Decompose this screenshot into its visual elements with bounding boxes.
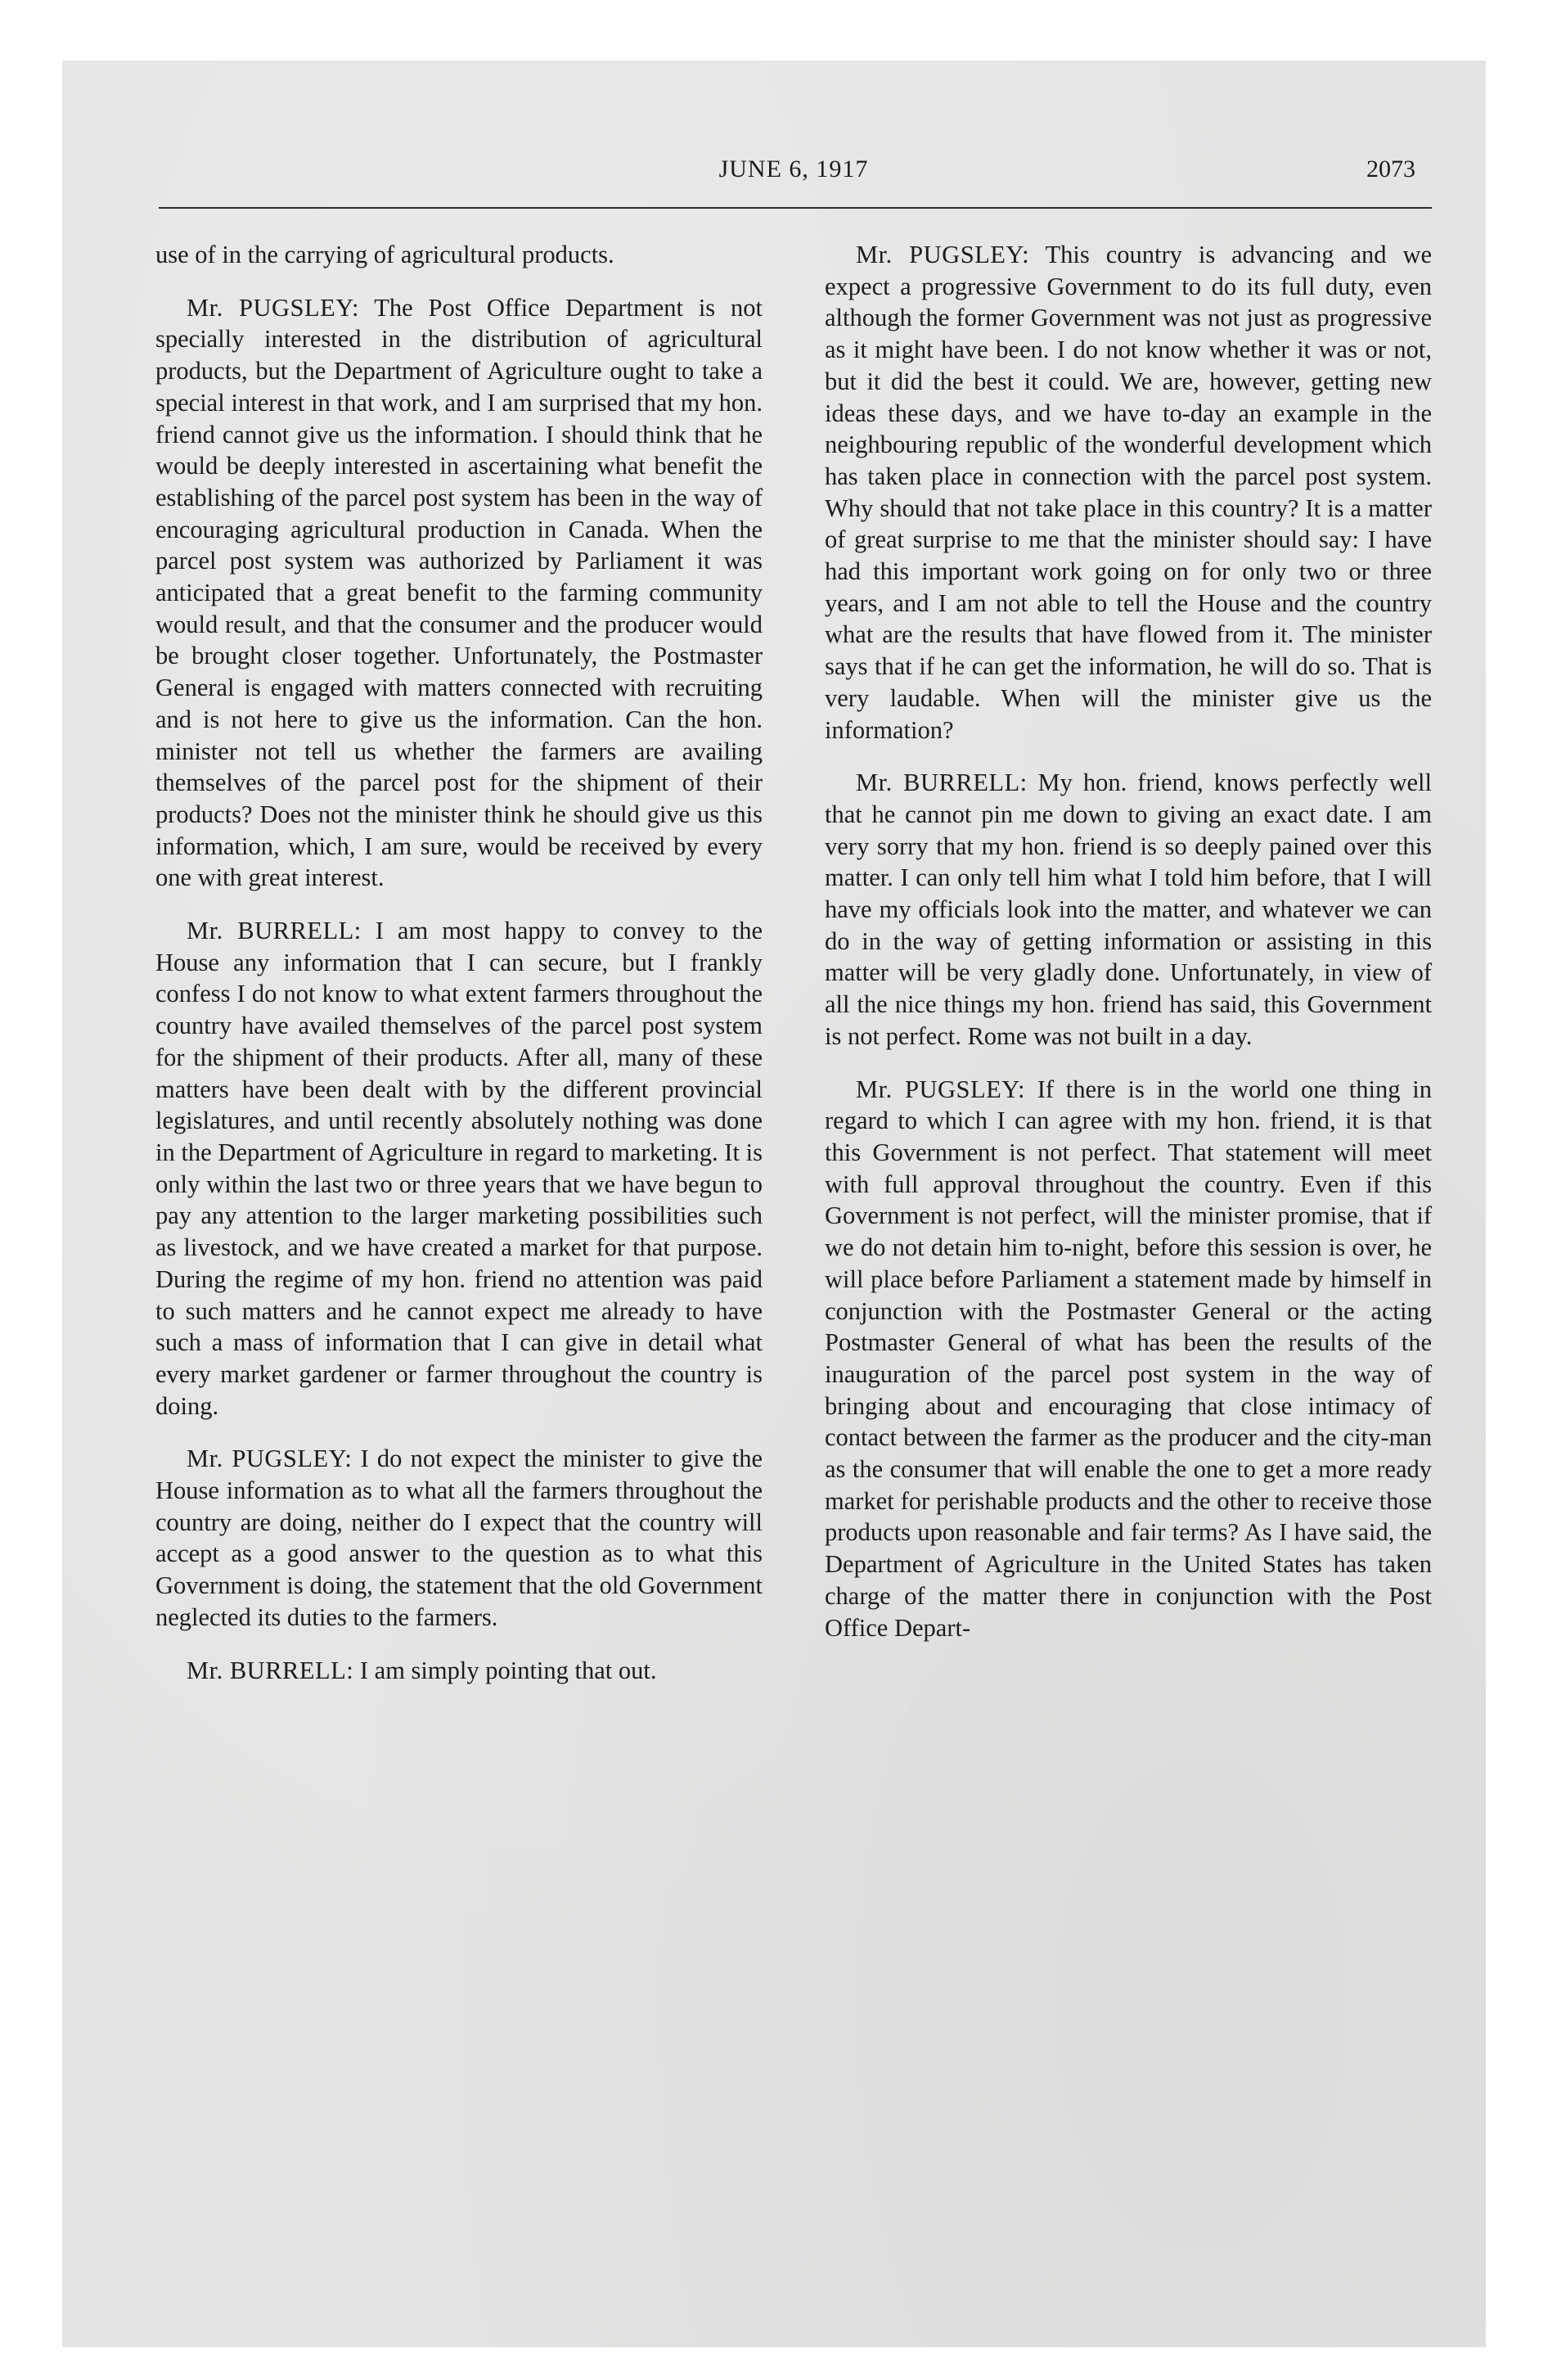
speaker-name: Mr. BURRELL:: [856, 769, 1028, 797]
paragraph: [825, 767, 1432, 1052]
paragraph-text: The Post Office Department is not specially interested in the distribution of agricultural products, but the Department of Agriculture ought to take a special interest in that work, and I am surprised that my hon. friend cannot give us the information. I should think that he would be deeply interested in ascertaining what benefit the establishing of the parcel post system has been in the way of encouraging agricultural production in Canada. When the parcel post system was authorized by Parliament it was anticipated that a great benefit to the farming community would result, and that the consumer and the producer would be brought closer together. Unfortunately, the Postmaster General is engaged with matters connected with recruiting and is not here to give us the information. Can the hon. minister not tell us whether the farmers are availing themselves of the parcel post for the shipment of their products? Does not the minister think he should give us this information, which, I am sure, would be received by every one with great interest.: [155, 293, 763, 892]
left-column: [155, 239, 763, 1707]
paragraph: [825, 239, 1432, 746]
paragraph-text: I am simply pointing that out.: [359, 1656, 657, 1684]
paragraph-text: This country is advancing and we expect a progressive Government to do its full duty, even although the former Government was not just as progressive as it might have been. I do not know whether it was or not, but it did the best it could. We are, however, getting new ideas these days, and we have to-day an example in the neighbouring republic of the wonderful development which has taken place in connection with the parcel post system. Why should that not take place in this country? It is a matter of great surprise to me that the minister should say: I have had this important work going on for only two or three years, and I am not able to tell the House and the country what are the results that have flowed from it. The minister says that if he can get the information, he will do so. That is very laudable. When will the minister give us the information?: [825, 241, 1433, 744]
running-header: [155, 147, 1432, 196]
speaker-name: Mr. PUGSLEY:: [187, 293, 359, 322]
paragraph: [155, 239, 763, 271]
paragraph-text: I do not expect the minister to give the House information as to what all the farmers throughout the country are doing, neither do I expect that the country will accept as a good answer to the question as to what this Government is doing, the statement that the old Government neglected its duties to the farmers.: [155, 1445, 763, 1631]
speaker-name: Mr. BURRELL:: [187, 917, 362, 945]
speaker-name: Mr. BURRELL:: [187, 1656, 354, 1684]
paragraph: [155, 915, 763, 1422]
paragraph: [155, 1443, 763, 1633]
hansard-page: [155, 147, 1432, 2259]
speaker-name: Mr. PUGSLEY:: [856, 241, 1030, 268]
paragraph-text: I am most happy to convey to the House any information that I can secure, but I frankly confess I do not know to what extent farmers throughout the country have availed themselves of the parcel post system for the shipment of their products. After all, many of these matters have been dealt with by the different provincial legislatures, and until recently absolutely nothing was done in the Department of Agriculture in regard to marketing. It is only within the last two or three years that we have begun to pay any attention to the larger marketing possibilities such as livestock, and we have created a market for that purpose. During the regime of my hon. friend no attention was paid to such matters and he cannot expect me already to have such a mass of information that I can give in detail what every market gardener or farmer throughout the country is doing.: [155, 917, 763, 1420]
paragraph-text: If there is in the world one thing in regard to which I can agree with my hon. friend, it is that this Government is not perfect. That statement will meet with full approval throughout the country. Even if this Government is not perfect, will the minister promise, that if we do not detain him to-night, before this session is over, he will place before Parliament a statement made by himself in conjunction with the Postmaster General or the acting Postmaster General of what has been the results of the inauguration of the parcel post system in the way of bringing about and encouraging that close intimacy of contact between the farmer as the producer and the city-man as the consumer that will enable the one to get a more ready market for perishable products and the other to receive those products upon reasonable and fair terms? As I have said, the Department of Agriculture in the United States has taken charge of the matter there in conjunction with the Post Office Depart-: [825, 1075, 1432, 1642]
paragraph-text: My hon. friend, knows perfectly well that he cannot pin me down to giving an exact date. I am very sorry that my hon. friend is so deeply pained over this matter. I can only tell him what I told him before, that I will have my officials look into the matter, and whatever we can do in the way of getting information or assisting in this matter will be very gladly done. Unfortunately, in view of all the nice things my hon. friend has said, this Government is not perfect. Rome was not built in a day.: [825, 769, 1433, 1050]
paragraph-text: use of in the carrying of agricultural products.: [155, 241, 614, 268]
page-date: JUNE 6, 1917: [718, 156, 869, 183]
right-column: [825, 239, 1432, 1707]
page-number: 2073: [1366, 156, 1415, 183]
paragraph: [155, 292, 763, 894]
speaker-name: Mr. PUGSLEY:: [856, 1075, 1025, 1103]
text-columns: [155, 239, 1432, 1707]
paragraph: [155, 1655, 763, 1687]
paragraph: [825, 1074, 1432, 1644]
speaker-name: Mr. PUGSLEY:: [187, 1445, 353, 1473]
header-rule: [159, 207, 1432, 209]
